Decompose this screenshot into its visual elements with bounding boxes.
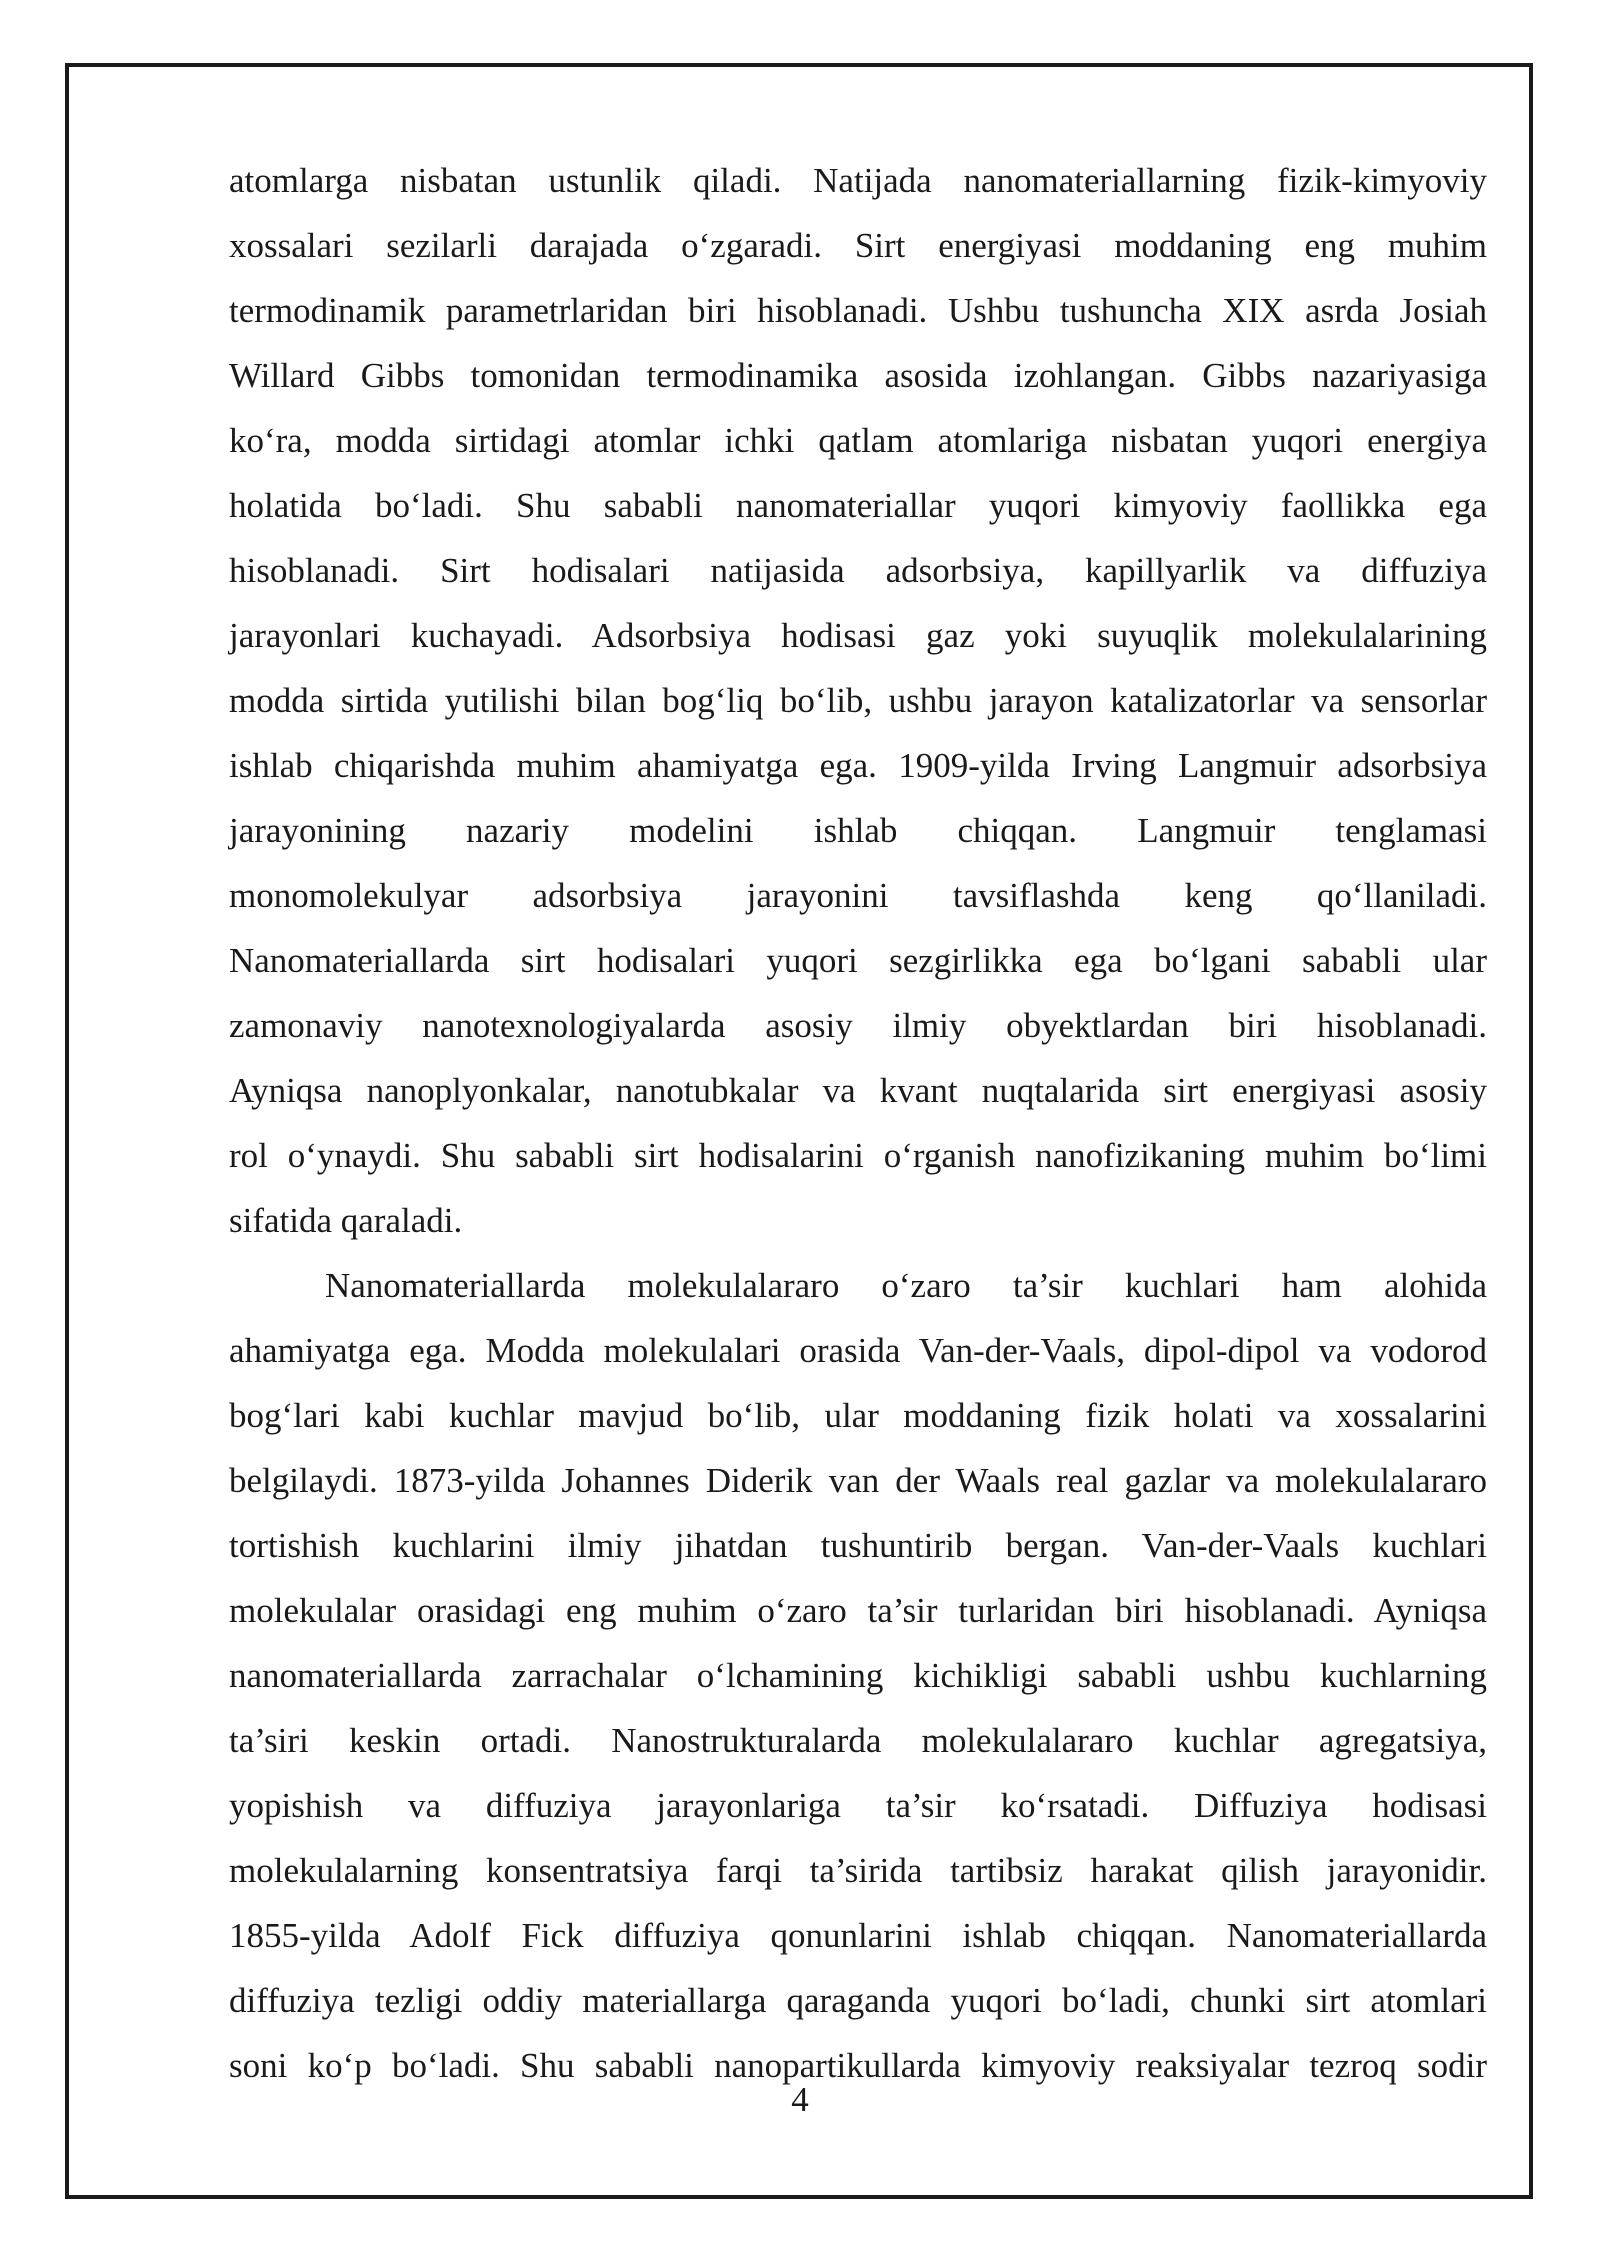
text-line: ishlab chiqarishda muhim ahamiyatga ega. 1909-yilda Irving Langmuir adsorbsiya (229, 746, 1487, 785)
text-line: monomolekulyar adsorbsiya jarayonini tavsiflashda keng qo‘llaniladi. (229, 876, 1487, 915)
text-line: holatida bo‘ladi. Shu sababli nanomateriallar yuqori kimyoviy faollikka ega (229, 486, 1487, 525)
text-line: nanomateriallarda zarrachalar o‘lchamining kichikligi sababli ushbu kuchlarning (229, 1656, 1487, 1695)
text-line: Willard Gibbs tomonidan termodinamika asosida izohlangan. Gibbs nazariyasiga (229, 356, 1487, 395)
text-line: Nanomateriallarda sirt hodisalari yuqori sezgirlikka ega bo‘lgani sababli ular (229, 941, 1487, 980)
text-line: zamonaviy nanotexnologiyalarda asosiy ilmiy obyektlardan biri hisoblanadi. (229, 1006, 1487, 1045)
text-line: rol o‘ynaydi. Shu sababli sirt hodisalarini o‘rganish nanofizikaning muhim bo‘limi (229, 1136, 1487, 1175)
text-line: 1855-yilda Adolf Fick diffuziya qonunlarini ishlab chiqqan. Nanomateriallarda (229, 1916, 1487, 1955)
text-line: atomlarga nisbatan ustunlik qiladi. Natijada nanomateriallarning fizik-kimyoviy (229, 161, 1487, 200)
text-line: Ayniqsa nanoplyonkalar, nanotubkalar va kvant nuqtalarida sirt energiyasi asosiy (229, 1071, 1487, 1110)
text-line: modda sirtida yutilishi bilan bog‘liq bo‘lib, ushbu jarayon katalizatorlar va sensorlar (229, 681, 1487, 720)
text-line: soni ko‘p bo‘ladi. Shu sababli nanopartikullarda kimyoviy reaksiyalar tezroq sodir (229, 2046, 1487, 2085)
text-line: ta’siri keskin ortadi. Nanostrukturalarda molekulalararo kuchlar agregatsiya, (229, 1721, 1487, 1760)
text-line: belgilaydi. 1873-yilda Johannes Diderik van der Waals real gazlar va molekulalararo (229, 1461, 1487, 1500)
text-line: jarayonlari kuchayadi. Adsorbsiya hodisasi gaz yoki suyuqlik molekulalarining (229, 616, 1487, 655)
text-line: bog‘lari kabi kuchlar mavjud bo‘lib, ular moddaning fizik holati va xossalarini (229, 1396, 1487, 1435)
text-line: sifatida qaraladi. (229, 1201, 463, 1240)
paragraph-1 (229, 148, 1487, 1253)
text-line: tortishish kuchlarini ilmiy jihatdan tushuntirib bergan. Van-der-Vaals kuchlari (229, 1526, 1487, 1565)
text-line: yopishish va diffuziya jarayonlariga ta’sir ko‘rsatadi. Diffuziya hodisasi (229, 1786, 1487, 1825)
text-line: jarayonining nazariy modelini ishlab chiqqan. Langmuir tenglamasi (229, 811, 1487, 850)
text-line: termodinamik parametrlaridan biri hisoblanadi. Ushbu tushuncha XIX asrda Josiah (229, 291, 1487, 330)
text-line: molekulalar orasidagi eng muhim o‘zaro ta’sir turlaridan biri hisoblanadi. Ayniqsa (229, 1591, 1487, 1630)
text-line: ko‘ra, modda sirtidagi atomlar ichki qatlam atomlariga nisbatan yuqori energiya (229, 421, 1487, 460)
text-line: Nanomateriallarda molekulalararo o‘zaro ta’sir kuchlari ham alohida (325, 1266, 1487, 1305)
paragraph-2 (229, 1253, 1487, 2098)
text-line: molekulalarning konsentratsiya farqi ta’sirida tartibsiz harakat qilish jarayonidir. (229, 1851, 1487, 1890)
text-line: xossalari sezilarli darajada o‘zgaradi. Sirt energiyasi moddaning eng muhim (229, 226, 1487, 265)
page-number: 4 (791, 2080, 809, 2119)
text-line: ahamiyatga ega. Modda molekulalari orasida Van-der-Vaals, dipol-dipol va vodorod (229, 1331, 1487, 1370)
document-body (229, 148, 1487, 2098)
text-line: diffuziya tezligi oddiy materiallarga qaraganda yuqori bo‘ladi, chunki sirt atomlari (229, 1981, 1487, 2020)
text-line: hisoblanadi. Sirt hodisalari natijasida adsorbsiya, kapillyarlik va diffuziya (229, 551, 1487, 590)
